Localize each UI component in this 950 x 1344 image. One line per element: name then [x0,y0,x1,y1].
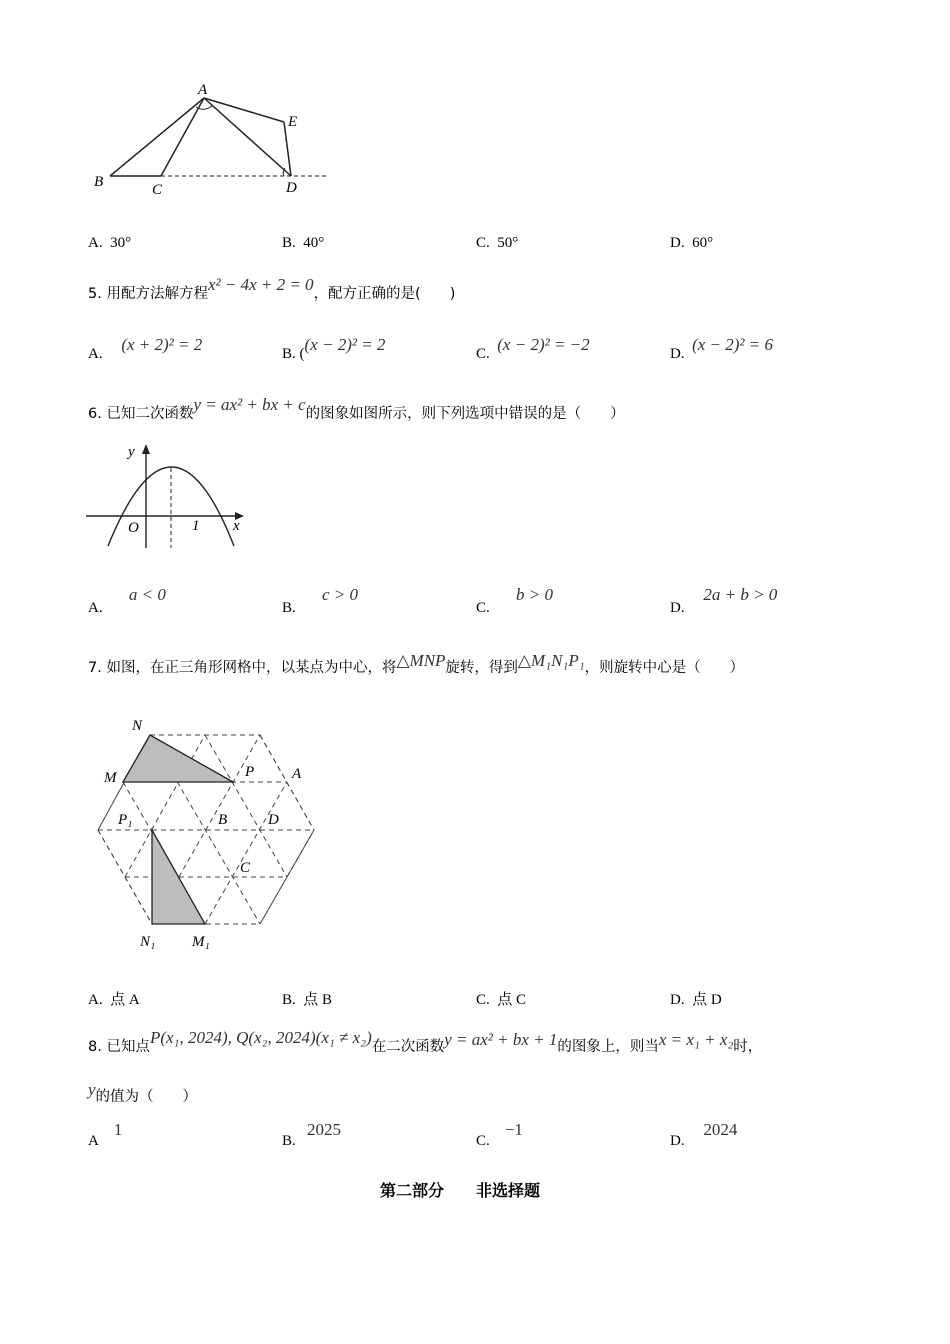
q6-text-after: 的图象如图所示，则下列选项中错误的是（ ） [305,406,625,422]
q8-text-middle2: 的图象上，则当 [557,1039,659,1055]
q7-option-a[interactable]: A. 点 A [88,992,140,1008]
q7-grid-figure [90,710,330,960]
q8-option-b[interactable]: B. 2025 [282,1120,342,1149]
q7-label-b: B [218,812,228,828]
q7-option-d[interactable]: D. 点 D [670,992,722,1008]
q4-option-a[interactable]: A. 30° [88,235,132,251]
q7-label-m: M [104,770,117,786]
q7-label-c: C [240,860,251,876]
q4-option-c[interactable]: C. 50° [476,235,519,251]
q8-equation: y = ax² + bx + 1 [444,1030,558,1049]
q8-var-y: y [88,1080,96,1099]
q6-option-d[interactable]: D. 2a + b > 0 [670,585,778,616]
q5-stem [88,275,456,303]
q7-triangle-2: △M₁N₁P₁ [517,651,585,670]
q8-line2-text: 的值为（ ） [95,1089,198,1105]
q4-label-c: C [152,182,163,198]
q4-option-d[interactable]: D. 60° [670,235,714,251]
q8-stem-line2 [88,1080,198,1106]
q7-text-before: 如图，在正三角形网格中，以某点为中心，将 [106,660,397,676]
q4-label-b: B [94,174,104,190]
q4-label-d: D [286,180,297,196]
q6-label-y: y [128,444,135,460]
section-title: 第二部分 非选择题 [380,1181,541,1200]
q5-text-before: 用配方法解方程 [106,286,208,302]
q5-number: 5. [88,286,102,302]
q5-option-a[interactable]: A. (x + 2)² = 2 [88,335,203,362]
q7-option-c[interactable]: C. 点 C [476,992,527,1008]
q8-text-middle: 在二次函数 [371,1039,445,1055]
q7-text-after: ，则旋转中心是（ ） [584,660,745,676]
q6-option-a[interactable]: A. a < 0 [88,585,166,616]
q4-option-b[interactable]: B. 40° [282,235,325,251]
q5-option-b[interactable]: B. ((x − 2)² = 2 [282,335,386,362]
q7-label-d: D [268,812,279,828]
q5-equation: x² − 4x + 2 = 0 [207,275,314,294]
q8-option-d[interactable]: D. 2024 [670,1120,738,1149]
q8-stem-line1 [88,1028,763,1056]
q6-text-before: 已知二次函数 [106,406,194,422]
q8-text-end: 时， [733,1039,763,1055]
q8-condition: x = x₁ + x₂ [658,1030,734,1049]
q6-number: 6. [88,406,102,422]
q8-number: 8. [88,1039,102,1055]
q7-triangle-1: △MNP [396,651,446,670]
q6-label-o: O [128,520,139,536]
q6-option-b[interactable]: B. c > 0 [282,585,359,616]
q7-stem [88,651,745,677]
q5-text-after: ，配方正确的是( ) [313,286,456,302]
q7-text-middle: 旋转，得到 [445,660,518,676]
q4-label-a: A [198,82,208,98]
q6-equation: y = ax² + bx + c [193,395,306,414]
q6-parabola-figure [84,438,254,553]
q6-stem [88,395,625,423]
q6-label-x: x [233,518,240,534]
q8-option-c[interactable]: C. −1 [476,1120,523,1149]
q4-label-e: E [288,114,298,130]
q6-label-one: 1 [192,518,200,534]
q5-option-d[interactable]: D. (x − 2)² = 6 [670,335,774,362]
q7-label-n: N [132,718,143,734]
q8-option-a[interactable]: A 1 [88,1120,123,1149]
q7-number: 7. [88,660,102,676]
q6-option-c[interactable]: C. b > 0 [476,585,553,616]
q8-text-before: 已知点 [106,1039,150,1055]
q7-label-p: P [245,764,255,780]
q7-label-m1: M₁ [192,934,210,950]
q4-figure [88,80,338,200]
q7-option-b[interactable]: B. 点 B [282,992,333,1008]
q5-option-c[interactable]: C. (x − 2)² = −2 [476,335,590,362]
q8-points: P(x₁, 2024), Q(x₂, 2024)(x₁ ≠ x₂) [149,1028,372,1047]
q7-label-p1: P₁ [118,812,133,828]
q7-label-a: A [292,766,302,782]
q7-label-n1: N₁ [140,934,156,950]
